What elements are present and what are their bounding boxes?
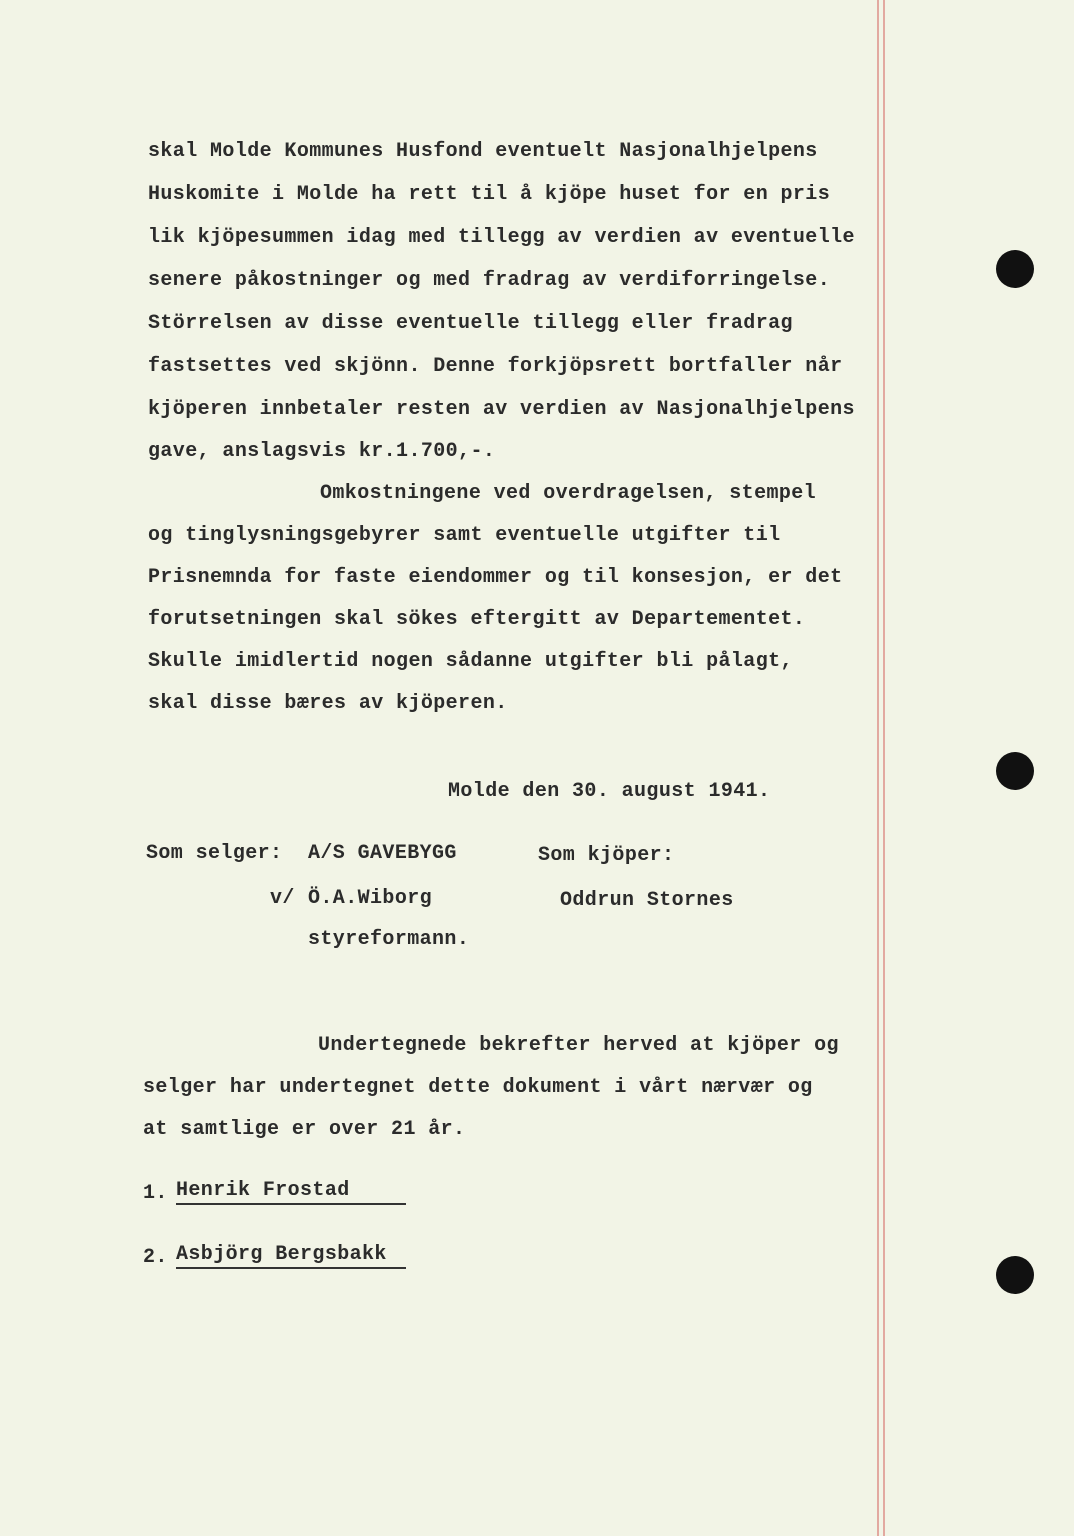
body-line: og tinglysningsgebyrer samt eventuelle utgifter til [148,524,781,547]
seller-name: Ö.A.Wiborg [308,887,433,910]
body-line: skal disse bæres av kjöperen. [148,692,508,715]
body-line: fastsettes ved skjönn. Denne forkjöpsrett bortfaller når [148,355,843,378]
punch-hole-bottom [996,1256,1034,1294]
buyer-label: Som kjöper: [538,844,675,867]
body-line: Störrelsen av disse eventuelle tillegg eller fradrag [148,312,793,335]
witness-number: 2. [143,1246,168,1269]
body-line: Skulle imidlertid nogen sådanne utgifter bli pålagt, [148,650,793,673]
witness-line: selger har undertegnet dette dokument i vårt nærvær og [143,1076,813,1099]
seller-label: Som selger: [146,842,283,865]
body-line: senere påkostninger og med fradrag av verdiforringelse. [148,269,831,292]
body-line: kjöperen innbetaler resten av verdien av Nasjonalhjelpens [148,398,855,421]
seller-prefix: v/ [270,887,295,910]
punch-hole-middle [996,752,1034,790]
witness-line: Undertegnede bekrefter herved at kjöper og [318,1034,839,1057]
punch-hole-top [996,250,1034,288]
signature-underline [176,1267,406,1269]
signature-underline [176,1203,406,1205]
witness-name: Henrik Frostad [176,1180,350,1205]
body-line: Omkostningene ved overdragelsen, stempel [320,482,817,505]
witness-number: 1. [143,1182,168,1205]
body-line: Prisnemnda for faste eiendommer og til konsesjon, er det [148,566,843,589]
margin-rule-left [877,0,879,1536]
witness-name: Asbjörg Bergsbakk [176,1244,387,1269]
body-line: gave, anslagsvis kr.1.700,-. [148,440,496,463]
body-line: lik kjöpesummen idag med tillegg av verdien av eventuelle [148,226,855,249]
body-line: forutsetningen skal sökes eftergitt av Departementet. [148,608,806,631]
date-line: Molde den 30. august 1941. [448,780,771,803]
buyer-name: Oddrun Stornes [560,889,734,912]
seller-company: A/S GAVEBYGG [308,842,457,865]
body-line: skal Molde Kommunes Husfond eventuelt Nasjonalhjelpens [148,140,818,163]
margin-rule-right [883,0,885,1536]
seller-title: styreformann. [308,928,470,951]
body-line: Huskomite i Molde ha rett til å kjöpe huset for en pris [148,183,831,206]
witness-line: at samtlige er over 21 år. [143,1118,466,1141]
